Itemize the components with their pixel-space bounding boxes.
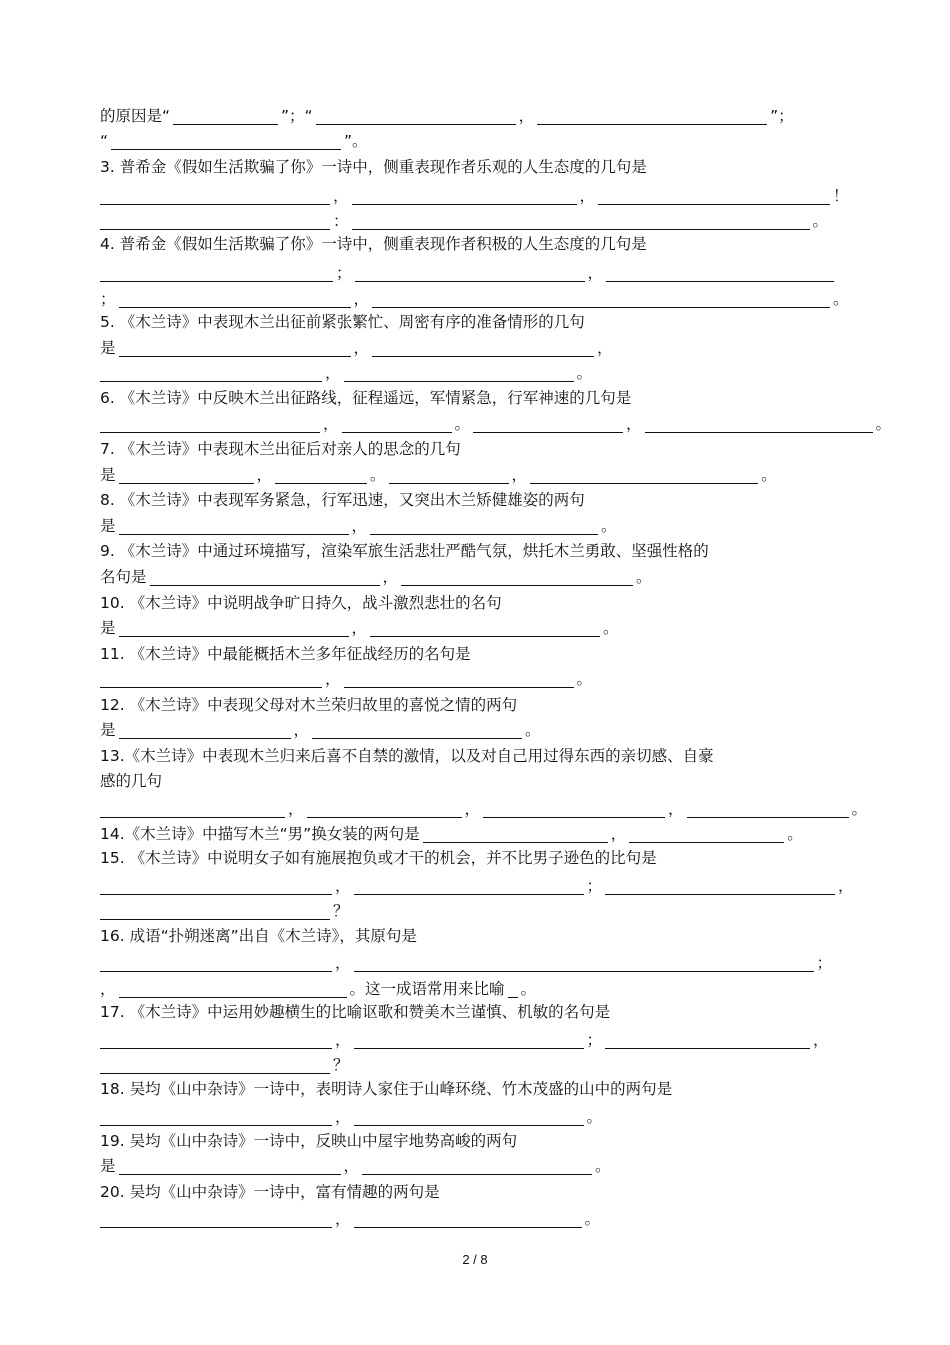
document-line	[0, 823, 950, 849]
line-text: 是	[100, 721, 116, 739]
answer-blank[interactable]	[100, 1073, 330, 1074]
line-text: ，	[351, 619, 368, 637]
answer-blank[interactable]	[312, 738, 522, 739]
line-text: ”；“	[281, 107, 313, 125]
answer-blank[interactable]	[100, 204, 330, 205]
answer-blank[interactable]	[372, 307, 830, 308]
line-text: ，	[587, 264, 604, 282]
line-text: 9. 《木兰诗》中通过环境描写，渲染军旅生活悲壮严酷气氛，烘托木兰勇敢、坚强性格的	[100, 542, 709, 560]
line-text: ：	[333, 212, 349, 230]
answer-blank[interactable]	[537, 124, 767, 125]
line-text: ，	[351, 517, 368, 535]
answer-blank[interactable]	[370, 636, 600, 637]
line-text: ，	[100, 980, 116, 998]
line-text: ，	[343, 1157, 360, 1175]
document-line	[0, 694, 950, 720]
answer-blank[interactable]	[100, 1125, 332, 1126]
answer-blank[interactable]	[344, 381, 574, 382]
line-text: ，	[335, 1210, 351, 1228]
document-line	[0, 925, 950, 951]
answer-blank[interactable]	[423, 842, 608, 843]
document-line	[0, 489, 950, 515]
line-text: 11. 《木兰诗》中最能概括木兰多年征战经历的名句是	[100, 645, 471, 663]
line-text: 。	[761, 466, 777, 484]
line-text: ，	[597, 339, 613, 357]
answer-blank[interactable]	[530, 483, 758, 484]
line-text: 。	[595, 1157, 611, 1175]
answer-blank[interactable]	[354, 1227, 582, 1228]
document-line	[0, 413, 950, 439]
line-text: ，	[325, 670, 341, 688]
line-text: ，	[353, 339, 370, 357]
document-line	[0, 1181, 950, 1207]
line-text: 12. 《木兰诗》中表现父母对木兰荣归故里的喜悦之情的两句	[100, 696, 518, 714]
line-text: 14.《木兰诗》中描写木兰“男”换女装的两句是	[100, 825, 420, 843]
document-line	[0, 1054, 950, 1080]
line-text: 。	[875, 415, 892, 433]
answer-blank[interactable]	[687, 817, 849, 818]
line-text: “	[100, 132, 109, 150]
line-text: ？	[333, 1056, 349, 1074]
answer-blank[interactable]	[354, 971, 814, 972]
answer-blank[interactable]	[354, 894, 584, 895]
line-text: ，	[668, 800, 684, 818]
answer-blank[interactable]	[119, 997, 347, 998]
line-text: 4. 普希金《假如生活欺骗了你》一诗中，侧重表现作者积极的人生态度的几句是	[100, 235, 647, 253]
answer-blank[interactable]	[605, 1048, 810, 1049]
answer-blank[interactable]	[355, 281, 585, 282]
answer-blank[interactable]	[362, 1174, 592, 1175]
answer-blank[interactable]	[352, 229, 810, 230]
document-line	[0, 1001, 950, 1027]
line-text: 是	[100, 619, 116, 637]
line-text: 15. 《木兰诗》中说明女子如有施展抱负或才干的机会，并不比男子逊色的比句是	[100, 849, 657, 867]
document-line	[0, 464, 950, 490]
answer-blank[interactable]	[100, 817, 285, 818]
line-text: 8. 《木兰诗》中表现军务紧急，行军迅速，又突出木兰矫健雄姿的两句	[100, 491, 585, 509]
line-text: 。	[576, 670, 593, 688]
document-line	[0, 617, 950, 643]
answer-blank[interactable]	[100, 894, 332, 895]
answer-blank[interactable]	[100, 1048, 332, 1049]
line-text: 是	[100, 466, 116, 484]
answer-blank[interactable]	[307, 817, 462, 818]
answer-blank[interactable]	[100, 281, 333, 282]
line-text: ；	[816, 954, 833, 972]
document-line	[0, 362, 950, 388]
line-text: 。	[636, 568, 652, 586]
document-line	[0, 1130, 950, 1156]
line-text: 6. 《木兰诗》中反映木兰出征路线，征程遥远，军情紧急，行军神速的几句是	[100, 389, 632, 407]
line-text: 。	[851, 800, 868, 818]
document-line	[0, 1029, 950, 1055]
line-text: ，	[293, 721, 310, 739]
answer-blank[interactable]	[100, 1227, 332, 1228]
answer-blank[interactable]	[370, 534, 598, 535]
line-text: 。这一成语常用来比喻	[349, 980, 505, 998]
document-line	[0, 719, 950, 745]
line-text: ，	[323, 415, 339, 433]
line-text: ，	[610, 825, 627, 843]
answer-blank[interactable]	[629, 842, 784, 843]
document-line	[0, 643, 950, 669]
line-text: 3. 普希金《假如生活欺骗了你》一诗中，侧重表现作者乐观的人生态度的几句是	[100, 158, 647, 176]
document-line	[0, 900, 950, 926]
answer-blank[interactable]	[100, 381, 322, 382]
line-text: ；	[336, 264, 352, 282]
line-text: ，	[333, 187, 349, 205]
answer-blank[interactable]	[354, 1048, 584, 1049]
line-text: 。	[576, 364, 593, 382]
answer-blank[interactable]	[606, 281, 834, 282]
answer-blank[interactable]	[316, 124, 516, 125]
line-text: ”。	[344, 132, 368, 150]
answer-blank[interactable]	[119, 307, 351, 308]
line-text: 。	[584, 1210, 601, 1228]
line-text: ！	[833, 187, 849, 205]
answer-blank[interactable]	[275, 483, 367, 484]
answer-blank[interactable]	[473, 432, 623, 433]
answer-blank[interactable]	[401, 585, 633, 586]
answer-blank[interactable]	[100, 687, 322, 688]
line-text: ，	[464, 800, 481, 818]
document-line	[0, 668, 950, 694]
document-line	[0, 1208, 950, 1234]
line-text: 。	[520, 980, 537, 998]
document-line	[0, 1106, 950, 1132]
document-line	[0, 847, 950, 873]
answer-blank[interactable]	[605, 894, 835, 895]
answer-blank[interactable]	[100, 432, 320, 433]
line-text: 19. 吴均《山中杂诗》一诗中，反映山中屋宇地势高峻的两句	[100, 1132, 518, 1150]
line-text: ，	[335, 877, 351, 895]
document-line	[0, 540, 950, 566]
line-text: ，	[511, 466, 528, 484]
answer-blank[interactable]	[100, 919, 330, 920]
line-text: ，	[335, 954, 351, 972]
document-line	[0, 337, 950, 363]
line-text: 。	[454, 415, 471, 433]
line-text: ？	[333, 902, 349, 920]
document-line	[0, 233, 950, 259]
answer-blank[interactable]	[645, 432, 873, 433]
answer-blank[interactable]	[100, 971, 332, 972]
document-line	[0, 156, 950, 182]
line-text: ，	[353, 290, 370, 308]
line-text: 名句是	[100, 568, 147, 586]
document-line	[0, 311, 950, 337]
line-text: ；	[100, 290, 116, 308]
answer-blank[interactable]	[119, 1174, 341, 1175]
answer-blank[interactable]	[372, 356, 594, 357]
document-line	[0, 130, 950, 156]
line-text: ，	[518, 107, 535, 125]
document-line	[0, 262, 950, 288]
document-line	[0, 438, 950, 464]
line-text: ，	[838, 877, 854, 895]
line-text: 13.《木兰诗》中表现木兰归来后喜不自禁的激情，以及对自己用过得东西的亲切感、自豪	[100, 747, 714, 765]
line-text: 是	[100, 1157, 116, 1175]
document-line	[0, 387, 950, 413]
answer-blank[interactable]	[119, 636, 349, 637]
document-line	[0, 875, 950, 901]
line-text: ；	[586, 1031, 603, 1049]
line-text: ，	[382, 568, 399, 586]
answer-blank[interactable]	[389, 483, 509, 484]
line-text: ，	[813, 1031, 829, 1049]
line-text: 5. 《木兰诗》中表现木兰出征前紧张繁忙、周密有序的准备情形的几句	[100, 313, 585, 331]
line-text: 是	[100, 339, 116, 357]
line-text: 。	[601, 517, 617, 535]
line-text: ，	[579, 187, 596, 205]
answer-blank[interactable]	[344, 687, 574, 688]
document-line	[0, 566, 950, 592]
line-text: 。	[586, 1108, 603, 1126]
line-text: 。	[787, 825, 803, 843]
line-text: 16. 成语“扑朔迷离”出自《木兰诗》，其原句是	[100, 927, 417, 945]
line-text: ，	[335, 1031, 351, 1049]
line-text: ，	[335, 1108, 351, 1126]
document-line	[0, 1078, 950, 1104]
line-text: 20. 吴均《山中杂诗》一诗中，富有情趣的两句是	[100, 1183, 440, 1201]
answer-blank[interactable]	[354, 1125, 584, 1126]
document-line	[0, 185, 950, 211]
document-line	[0, 798, 950, 824]
line-text: 17. 《木兰诗》中运用妙趣横生的比喻讴歌和赞美木兰谨慎、机敏的名句是	[100, 1003, 611, 1021]
document-line	[0, 745, 950, 771]
line-text: 的原因是“	[100, 107, 171, 125]
answer-blank[interactable]	[119, 534, 349, 535]
line-text: 感的几句	[100, 772, 163, 790]
line-text: 7. 《木兰诗》中表现木兰出征后对亲人的思念的几句	[100, 440, 461, 458]
document-line	[0, 1155, 950, 1181]
document-line	[0, 105, 950, 131]
answer-blank[interactable]	[352, 204, 577, 205]
line-text: ，	[325, 364, 341, 382]
line-text: 。	[603, 619, 619, 637]
document-line	[0, 592, 950, 618]
line-text: ；	[586, 877, 603, 895]
document-line	[0, 770, 950, 796]
line-text: 。	[525, 721, 541, 739]
line-text: 。	[833, 290, 849, 308]
line-text: 。	[812, 212, 829, 230]
line-text: ”；	[770, 107, 794, 125]
answer-blank[interactable]	[150, 585, 380, 586]
line-text: 18. 吴均《山中杂诗》一诗中，表明诗人家住于山峰环绕、竹木茂盛的山中的两句是	[100, 1080, 673, 1098]
answer-blank[interactable]	[119, 738, 291, 739]
line-text: 。	[370, 466, 386, 484]
answer-blank[interactable]	[173, 124, 278, 125]
document-line	[0, 515, 950, 541]
answer-blank[interactable]	[508, 997, 518, 998]
line-text: ，	[626, 415, 642, 433]
line-text: ，	[256, 466, 273, 484]
answer-blank[interactable]	[342, 432, 452, 433]
document-line	[0, 952, 950, 978]
answer-blank[interactable]	[598, 204, 830, 205]
answer-blank[interactable]	[111, 149, 341, 150]
answer-blank[interactable]	[119, 356, 351, 357]
line-text: 是	[100, 517, 116, 535]
answer-blank[interactable]	[483, 817, 665, 818]
page-number: 2 / 8	[462, 1252, 488, 1267]
line-text: 10. 《木兰诗》中说明战争旷日持久，战斗激烈悲壮的名句	[100, 594, 502, 612]
answer-blank[interactable]	[119, 483, 254, 484]
answer-blank[interactable]	[100, 229, 330, 230]
line-text: ，	[288, 800, 304, 818]
